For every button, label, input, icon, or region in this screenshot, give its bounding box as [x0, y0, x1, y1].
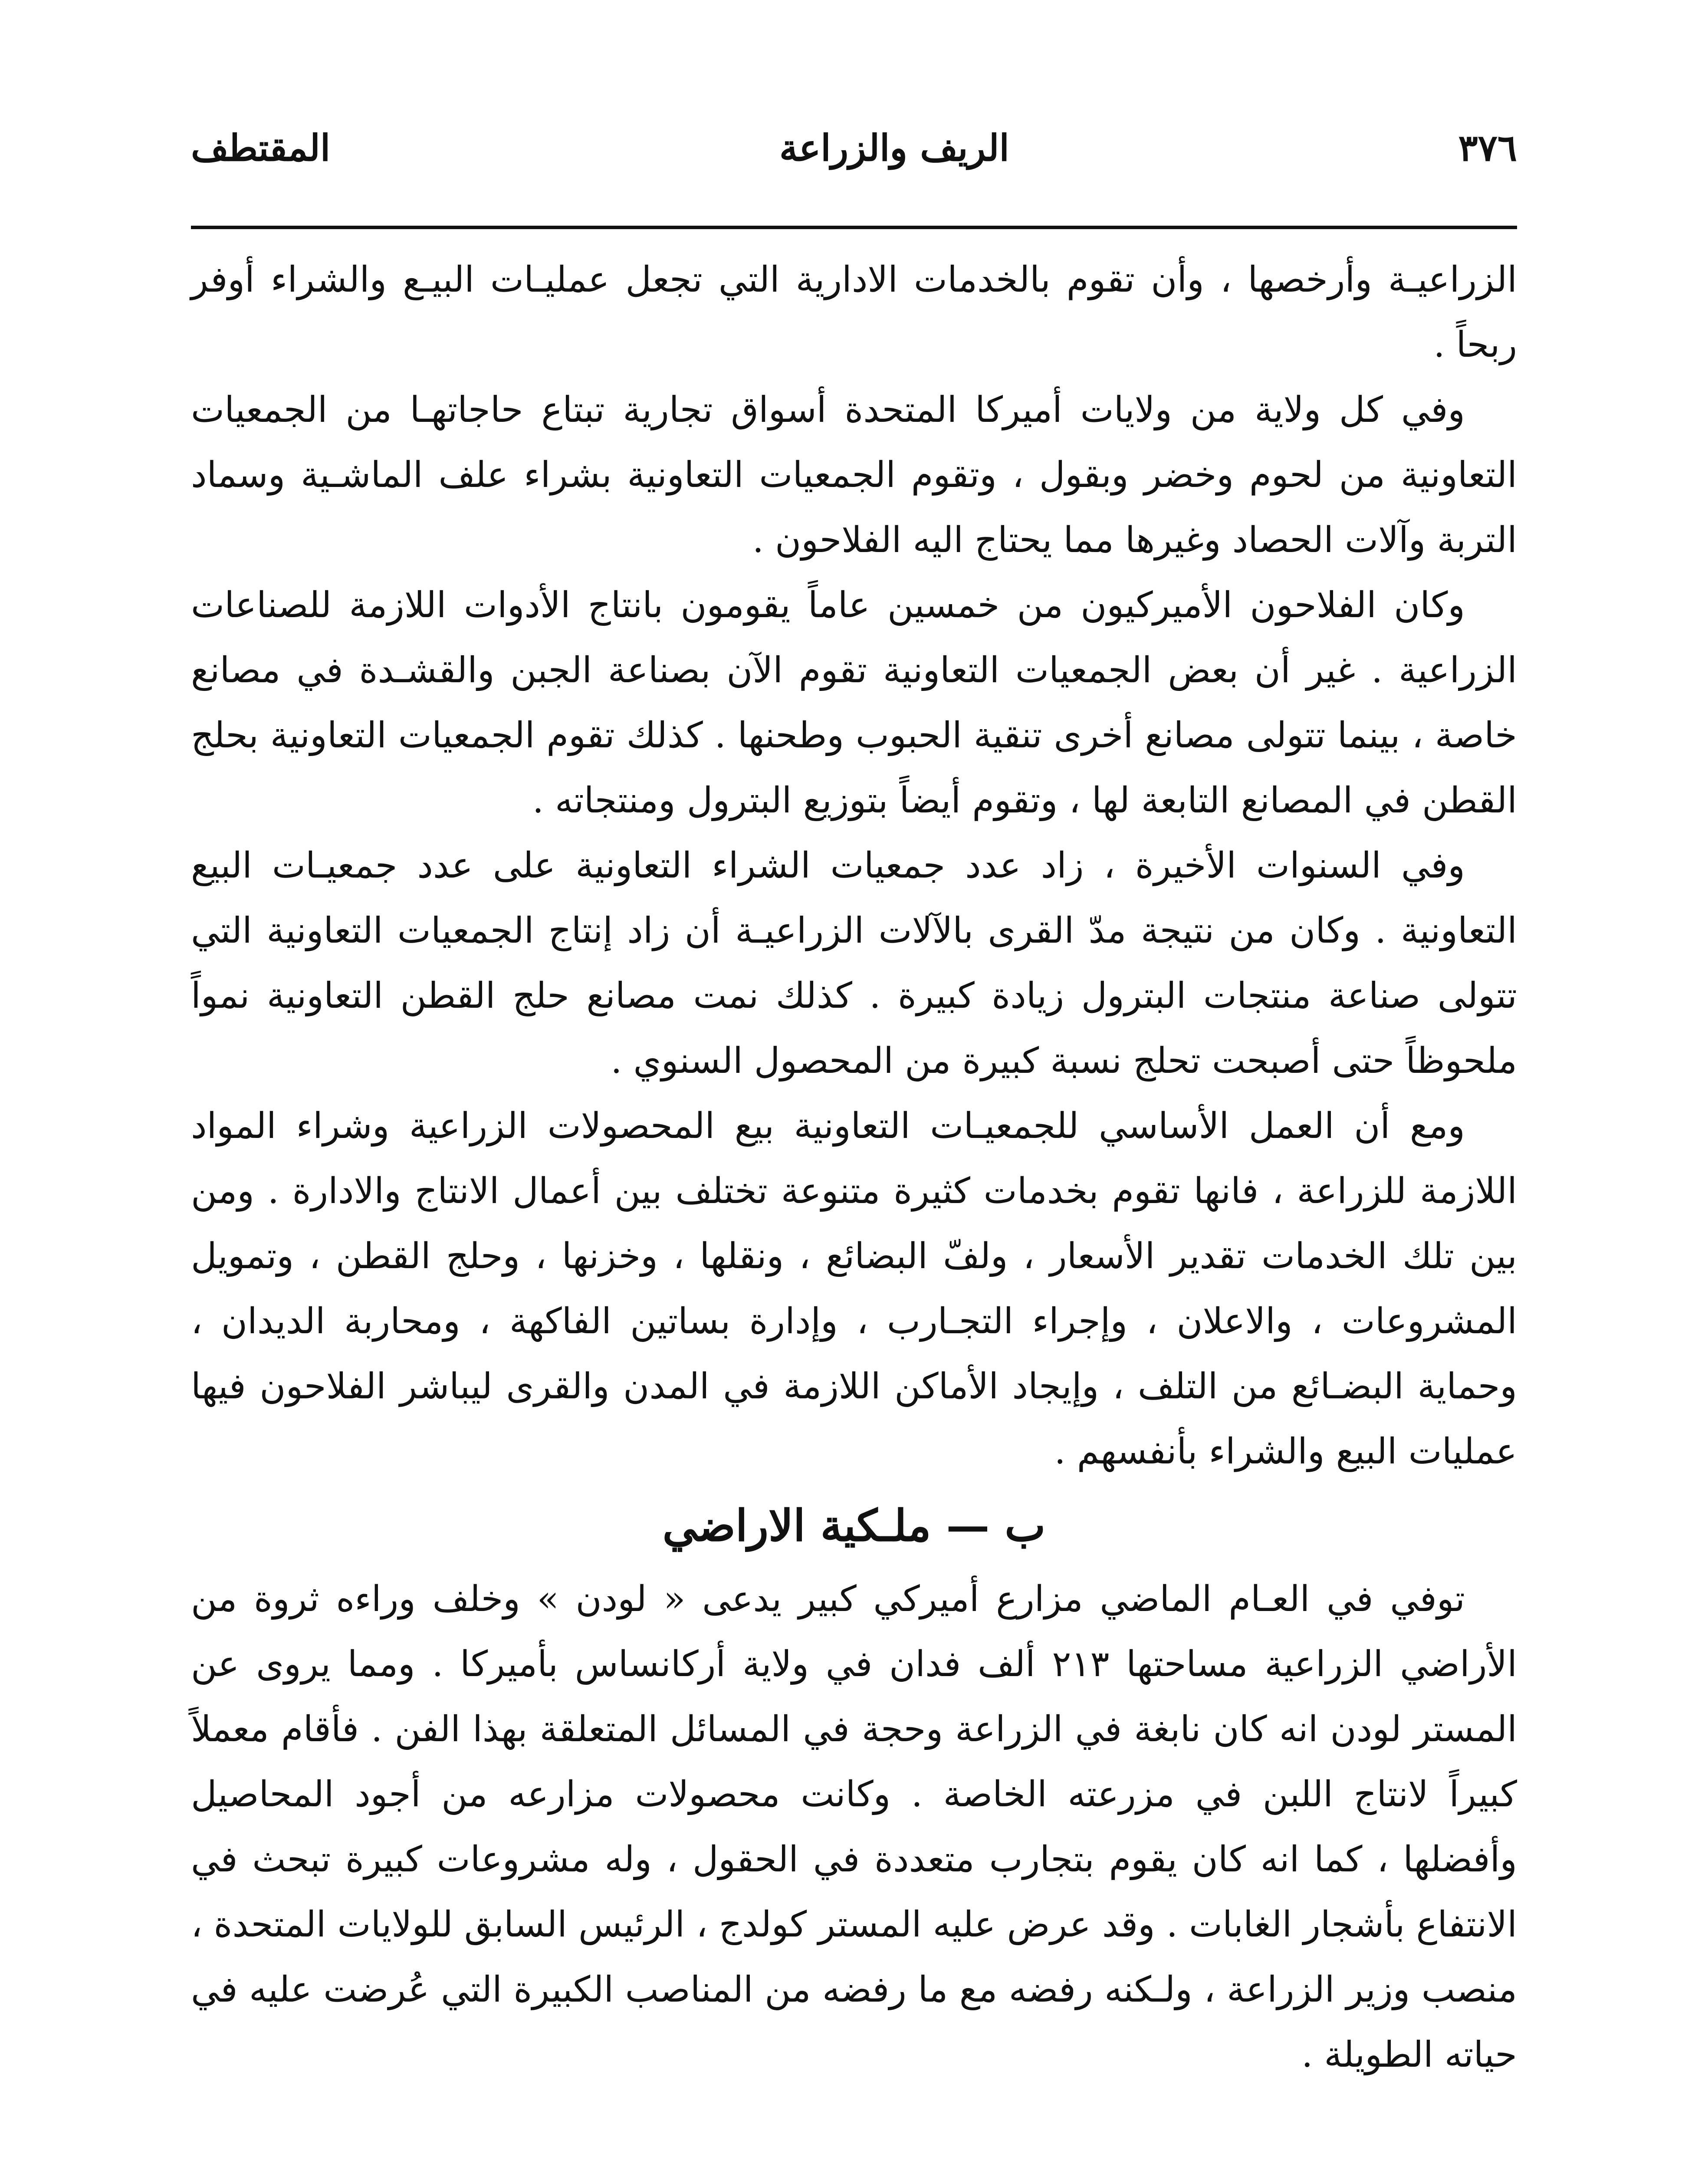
paragraph-continued: الزراعيـة وأرخصها ، وأن تقوم بالخدمات الادارية التي تجعل عمليـات البيـع والشراء أوفر ربحاً .: [191, 259, 1517, 365]
running-header: [191, 117, 1517, 178]
page-number: ٣٧٦: [1458, 126, 1517, 169]
paragraph-services: ومع أن العمل الأساسي للجمعيـات التعاونية بيع المحصولات الزراعية وشراء المواد اللازمة للزراعة ، فانها تقوم بخدمات كثيرة متنوعة تختلف بين أعمال الانتاج والادارة . ومن بين تلك الخدمات تقدير الأسعار ، ولفّ البضائع ، ونقلها ، وخزنها ، وحلج القطن ، وتمويل المشروعات ، والاعلان ، وإجراء التجـارب ، وإدارة بساتين الفاكهة ، ومحاربة الديدان ، وحماية البضـائع من التلف ، وإيجاد الأماكن اللازمة في المدن والقرى ليباشر الفلاحون فيها عمليات البيع والشراء بأنفسهم .: [191, 1105, 1517, 1472]
header-rule: [191, 226, 1517, 229]
journal-name: المقتطف: [191, 126, 331, 169]
paragraph-recent-years: وفي السنوات الأخيرة ، زاد عدد جمعيات الشراء التعاونية على عدد جمعيـات البيع التعاونية . وكان من نتيجة مدّ القرى بالآلات الزراعيـة أن زاد إنتاج الجمعيات التعاونية التي تتولى صناعة منتجات البترول زيادة كبيرة . كذلك نمت مصانع حلج القطن التعاونية نمواً ملحوظاً حتى أصبحت تحلج نسبة كبيرة من المحصول السنوي .: [191, 845, 1517, 1082]
page-body: [191, 247, 1517, 2088]
section-heading: ب — ملـكية الاراضي: [662, 1500, 1046, 1551]
chapter-title: الريف والزراعة: [779, 126, 1009, 169]
paragraph-markets: وفي كل ولاية من ولايات أميركا المتحدة أسواق تجارية تبتاع حاجاتهـا من الجمعيات التعاونية من لحوم وخضر وبقول ، وتقوم الجمعيات التعاونية بشراء علف الماشـية وسماد التربة وآلات الحصاد وغيرها مما يحتاج اليه الفلاحون .: [191, 389, 1517, 561]
paragraph-lowden: توفي في العـام الماضي مزارع أميركي كبير يدعى « لودن » وخلف وراءه ثروة من الأراضي الزراعية مساحتها ٢١٣ ألف فدان في ولاية أركانساس بأميركا . ومما يروى عن المستر لودن انه كان نابغة في الزراعة وحجة في المسائل المتعلقة بهذا الفن . فأقام معملاً كبيراً لانتاج اللبن في مزرعته الخاصة . وكانت محصولات مزارعه من أجود المحاصيل وأفضلها ، كما انه كان يقوم بتجارب متعددة في الحقول ، وله مشروعات كبيرة تبحث في الانتفاع بأشجار الغابات . وقد عرض عليه المستر كولدج ، الرئيس السابق للولايات المتحدة ، منصب وزير الزراعة ، ولـكنه رفضه مع ما رفضه من المناصب الكبيرة التي عُرضت عليه في حياته الطويلة .: [191, 1578, 1517, 2075]
paragraph-industries: وكان الفلاحون الأميركيون من خمسين عاماً يقومون بانتاج الأدوات اللازمة للصناعات الزراعية . غير أن بعض الجمعيات التعاونية تقوم الآن بصناعة الجبن والقشـدة في مصانع خاصة ، بينما تتولى مصانع أخرى تنقية الحبوب وطحنها . كذلك تقوم الجمعيات التعاونية بحلج القطن في المصانع التابعة لها ، وتقوم أيضاً بتوزيع البترول ومنتجاته .: [191, 585, 1517, 821]
